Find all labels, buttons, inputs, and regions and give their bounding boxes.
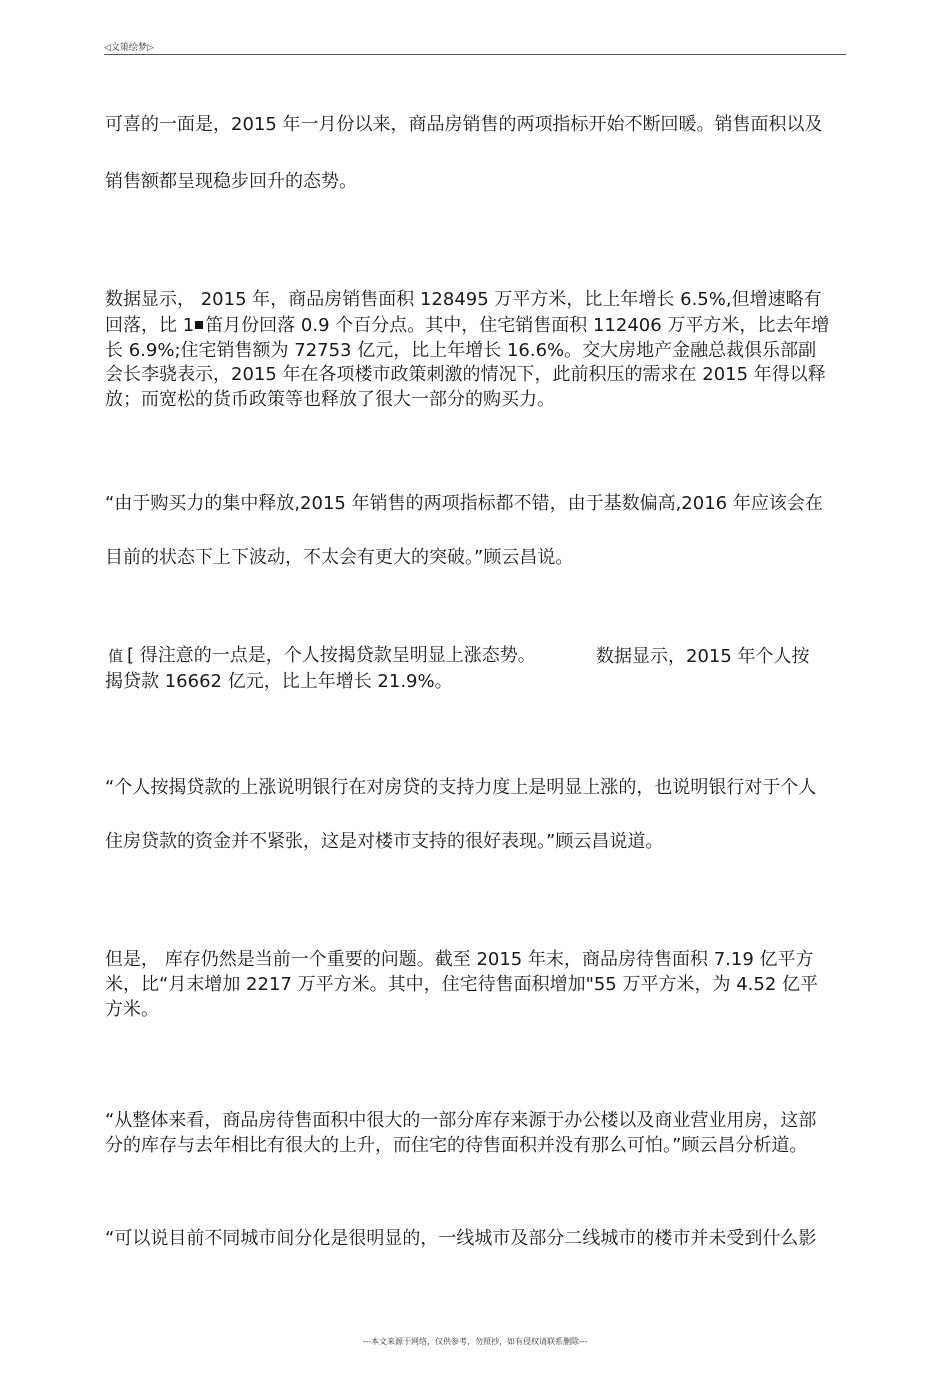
text-line	[108, 641, 536, 667]
text-line: 长 6.9%;住宅销售额为 72753 亿元，比上年增长 16.6%。交大房地产金融总裁俱乐部副	[105, 340, 817, 361]
text-line: “个人按揭贷款的上涨说明银行在对房贷的支持力度上是明显上涨的，也说明银行对于个人	[105, 777, 817, 798]
text-line: “从整体来看，商品房待售面积中很大的一部分库存来源于办公楼以及商业营业用房，这部	[105, 1110, 817, 1131]
text-line: 揭贷款 16662 亿元，比上年增长 21.9%。	[105, 671, 453, 692]
text-line: 销售额都呈现稳步回升的态势。	[105, 171, 357, 192]
text-line: 分的库存与去年相比有很大的上升，而住宅的待售面积并没有那么可怕。”顾云昌分析道。	[105, 1135, 808, 1156]
broken-glyph: 值	[108, 647, 124, 665]
text-line: “可以说目前不同城市间分化是很明显的，一线城市及部分二线城市的楼市并未受到什么影	[105, 1228, 817, 1249]
text-fragment: [ 得注意的一点是，个人按揭贷款呈明显上涨态势。	[127, 645, 536, 666]
text-line: 可喜的一面是，2015 年一月份以来，商品房销售的两项指标开始不断回暖。销售面积以及	[105, 114, 823, 135]
text-fragment: 笛月份回落 0.9 个百分点。其中，住宅销售面积 112406 万平方米，比去年增	[205, 315, 830, 336]
text-line: 目前的状态下上下波动，不太会有更大的突破。”顾云昌说。	[105, 547, 574, 568]
text-line: “由于购买力的集中释放,2015 年销售的两项指标都不错，由于基数偏高,2016 年应该会在	[105, 493, 823, 514]
text-line: 方米。	[105, 999, 159, 1020]
text-line: 放；而宽松的货币政策等也释放了很大一部分的购买力。	[105, 389, 555, 410]
page-footer-text: ---本文来源于网络，仅供参考，勿照抄，如有侵权请联系删除---	[362, 1337, 588, 1346]
text-line	[105, 311, 829, 337]
text-line: 米，比“月末增加 2217 万平方米。其中，住宅待售面积增加"55 万平方米，为 4.52 亿平	[105, 974, 819, 995]
text-line: 但是， 库存仍然是当前一个重要的问题。截至 2015 年末，商品房待售面积 7.19 亿平方	[105, 949, 814, 970]
text-line: 数据显示，2015 年个人按	[596, 646, 810, 667]
text-line: 住房贷款的资金并不紧张，这是对楼市支持的很好表现。”顾云昌说道。	[105, 831, 664, 852]
page-header-text: ◁文策绘梦▷	[104, 43, 154, 53]
text-fragment: 回落，比 1	[105, 315, 195, 336]
header-divider	[104, 54, 846, 55]
text-line: 会长李骁表示，2015 年在各项楼市政策刺激的情况下，此前积压的需求在 2015 年得以释	[105, 364, 826, 385]
text-line: 数据显示， 2015 年，商品房销售面积 128495 万平方米，比上年增长 6.5%,但增速略有	[105, 289, 822, 310]
garbled-square-glyph	[195, 321, 203, 329]
